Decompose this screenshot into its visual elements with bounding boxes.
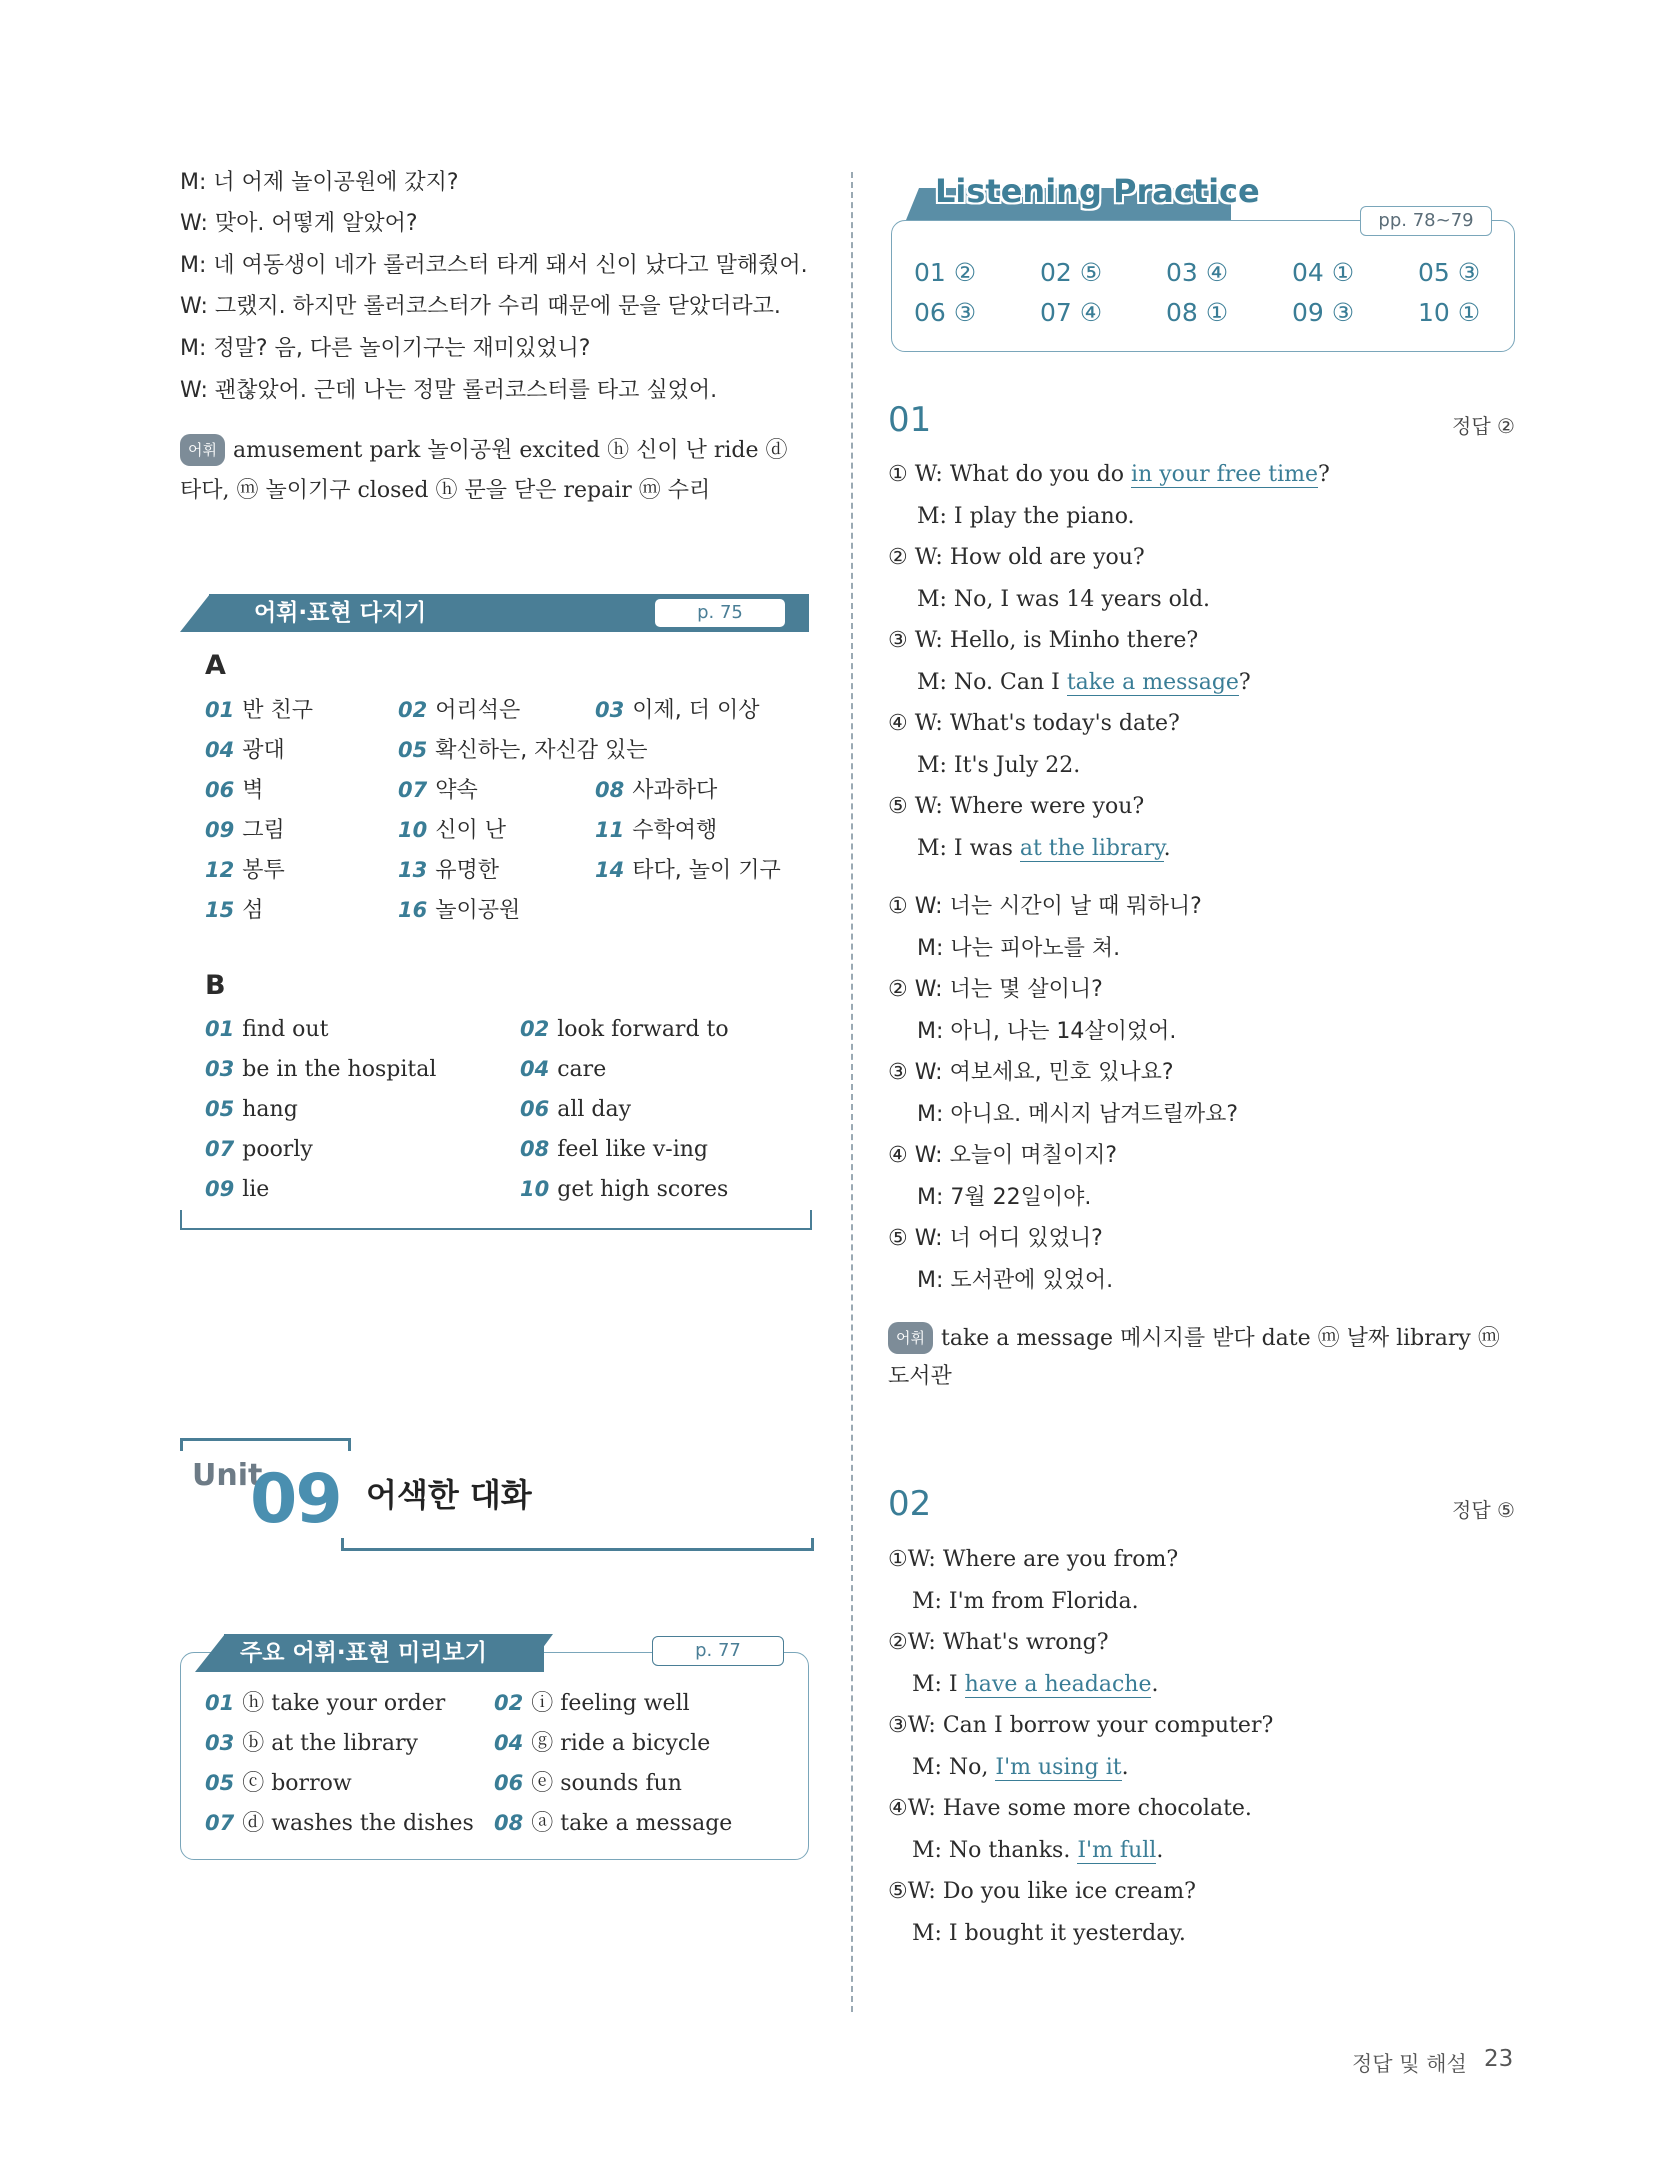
dialogue-line: ④W: Have some more chocolate. [888, 1796, 1252, 1821]
dialogue-line: M: It's July 22. [917, 753, 1081, 778]
translation-line: M: 아니요. 메시지 남겨드릴까요? [917, 1102, 1239, 1127]
translation-line: ② W: 너는 몇 살이니? [888, 977, 1103, 1002]
list-item: 05 ⓒ borrow [205, 1771, 352, 1796]
answer-item: 06 ③ [914, 298, 977, 327]
dialogue-line: ① W: What do you do in your free time? [888, 462, 1330, 487]
unit-number: 09 [250, 1460, 341, 1539]
dialogue-line: M: I was at the library. [917, 836, 1171, 861]
page-number: 23 [1484, 2046, 1514, 2072]
list-item: 04 care [520, 1057, 607, 1082]
preview-banner [224, 1634, 544, 1672]
dialogue-line: ④ W: What's today's date? [888, 711, 1180, 736]
answer-item: 05 ③ [1418, 258, 1481, 287]
list-item: 06 all day [520, 1097, 632, 1122]
dialogue-line: M: 정말? 음, 다른 놀이기구는 재미있었니? [180, 336, 591, 361]
page-ref: p. 75 [654, 598, 786, 628]
unit-bracket-bottom [341, 1538, 814, 1551]
list-item: 02 look forward to [520, 1017, 729, 1042]
dialogue-line: M: 네 여동생이 네가 롤러코스터 타게 돼서 신이 났다고 말해줬어. [180, 253, 808, 278]
page-ref: pp. 78~79 [1360, 206, 1492, 236]
translation-line: ① W: 너는 시간이 날 때 뭐하니? [888, 894, 1202, 919]
list-item: 09 그림 [205, 818, 285, 843]
list-item: 04 광대 [205, 738, 285, 763]
translation-line: M: 나는 피아노를 쳐. [917, 936, 1121, 961]
banner-corner [180, 594, 210, 632]
dialogue-line: M: No thanks. I'm full. [912, 1838, 1164, 1863]
list-item: 07 약속 [398, 778, 478, 803]
vocab-line: 타다, ⓜ 놀이기구 closed ⓗ 문을 닫은 repair ⓜ 수리 [180, 478, 711, 503]
answer-item: 09 ③ [1292, 298, 1355, 327]
listening-title: Listening Practice [935, 172, 1260, 210]
dialogue-line: ② W: How old are you? [888, 545, 1145, 570]
dialogue-line: ⑤ W: Where were you? [888, 794, 1145, 819]
list-item: 09 lie [205, 1177, 270, 1202]
dialogue-line: M: I play the piano. [917, 504, 1135, 529]
list-item: 05 hang [205, 1097, 298, 1122]
list-item: 05 확신하는, 자신감 있는 [398, 738, 648, 763]
list-item: 15 섬 [205, 898, 264, 923]
vocab-line: amusement park 놀이공원 excited ⓗ 신이 난 ride ⓓ [232, 438, 788, 463]
list-item: 07 poorly [205, 1137, 313, 1162]
list-item: 03 ⓑ at the library [205, 1731, 418, 1756]
list-item: 12 봉투 [205, 858, 285, 883]
dialogue-line: M: No. Can I take a message? [917, 670, 1251, 695]
vocab-tag: 어휘 [180, 434, 225, 466]
banner-corner [195, 1634, 225, 1672]
question-number: 01 [888, 400, 932, 440]
list-item: 06 ⓔ sounds fun [494, 1771, 682, 1796]
list-item: 06 벽 [205, 778, 264, 803]
answer-label: 정답 ② [1452, 414, 1515, 438]
list-item: 03 이제, 더 이상 [595, 698, 760, 723]
list-item: 07 ⓓ washes the dishes [205, 1811, 474, 1836]
answer-label: 정답 ⑤ [1452, 1498, 1515, 1522]
translation-line: ④ W: 오늘이 며칠이지? [888, 1143, 1118, 1168]
dialogue-line: M: I have a headache. [912, 1672, 1159, 1697]
translation-line: ③ W: 여보세요, 민호 있나요? [888, 1060, 1174, 1085]
page-ref: p. 77 [652, 1636, 784, 1666]
column-divider [851, 172, 853, 2012]
translation-line: ⑤ W: 너 어디 있었니? [888, 1226, 1103, 1251]
list-item: 08 ⓐ take a message [494, 1811, 733, 1836]
answer-item: 02 ⑤ [1040, 258, 1103, 287]
dialogue-line: W: 그랬지. 하지만 롤러코스터가 수리 때문에 문을 닫았더라고. [180, 294, 781, 319]
dialogue-line: ⑤W: Do you like ice cream? [888, 1879, 1196, 1904]
dialogue-line: M: No, I was 14 years old. [917, 587, 1211, 612]
preview-title: 주요 어휘·표현 미리보기 [240, 1640, 487, 1666]
list-item: 04 ⓖ ride a bicycle [494, 1731, 711, 1756]
translation-line: M: 도서관에 있었어. [917, 1268, 1114, 1293]
vocab-line: take a message 메시지를 받다 date ⓜ 날짜 library ⓜ [940, 1326, 1500, 1351]
answer-item: 08 ① [1166, 298, 1229, 327]
section-bracket [180, 1210, 812, 1230]
list-item: 13 유명한 [398, 858, 499, 883]
translation-line: M: 7월 22일이야. [917, 1185, 1092, 1210]
dialogue-line: W: 괜찮았어. 근데 나는 정말 롤러코스터를 타고 싶었어. [180, 378, 718, 403]
dialogue-line: M: 너 어제 놀이공원에 갔지? [180, 170, 459, 195]
list-item: 01 ⓗ take your order [205, 1691, 446, 1716]
dialogue-line: ①W: Where are you from? [888, 1547, 1179, 1572]
unit-label: Unit [192, 1458, 263, 1493]
list-item: 08 사과하다 [595, 778, 718, 803]
dialogue-line: ③W: Can I borrow your computer? [888, 1713, 1274, 1738]
list-item: 10 get high scores [520, 1177, 729, 1202]
answer-item: 03 ④ [1166, 258, 1229, 287]
vocab-tag: 어휘 [888, 1322, 933, 1354]
unit-bracket-top [180, 1438, 351, 1451]
answer-item: 01 ② [914, 258, 977, 287]
dialogue-line: ②W: What's wrong? [888, 1630, 1109, 1655]
footer-label: 정답 및 해설 [1352, 2052, 1467, 2076]
unit-title: 어색한 대화 [366, 1476, 532, 1514]
list-item: 02 ⓘ feeling well [494, 1691, 690, 1716]
dialogue-line: M: No, I'm using it. [912, 1755, 1129, 1780]
dialogue-line: W: 맞아. 어떻게 알았어? [180, 211, 418, 236]
vocab-line: 도서관 [888, 1364, 952, 1389]
list-item: 03 be in the hospital [205, 1057, 437, 1082]
answer-item: 07 ④ [1040, 298, 1103, 327]
question-number: 02 [888, 1484, 932, 1524]
list-item: 10 신이 난 [398, 818, 506, 843]
answer-item: 04 ① [1292, 258, 1355, 287]
review-title: 어휘·표현 다지기 [254, 600, 427, 626]
dialogue-line: ③ W: Hello, is Minho there? [888, 628, 1199, 653]
section-label: B [205, 970, 226, 1001]
list-item: 08 feel like v-ing [520, 1137, 709, 1162]
answer-item: 10 ① [1418, 298, 1481, 327]
section-label: A [205, 650, 226, 681]
list-item: 11 수학여행 [595, 818, 718, 843]
translation-line: M: 아니, 나는 14살이었어. [917, 1019, 1177, 1044]
list-item: 16 놀이공원 [398, 898, 521, 923]
dialogue-line: M: I'm from Florida. [912, 1589, 1139, 1614]
vocab-note [888, 1322, 1500, 1354]
dialogue-line: M: I bought it yesterday. [912, 1921, 1186, 1946]
banner-corner [525, 1634, 553, 1672]
list-item: 01 find out [205, 1017, 329, 1042]
list-item: 14 타다, 놀이 기구 [595, 858, 781, 883]
list-item: 02 어리석은 [398, 698, 521, 723]
list-item: 01 반 친구 [205, 698, 313, 723]
